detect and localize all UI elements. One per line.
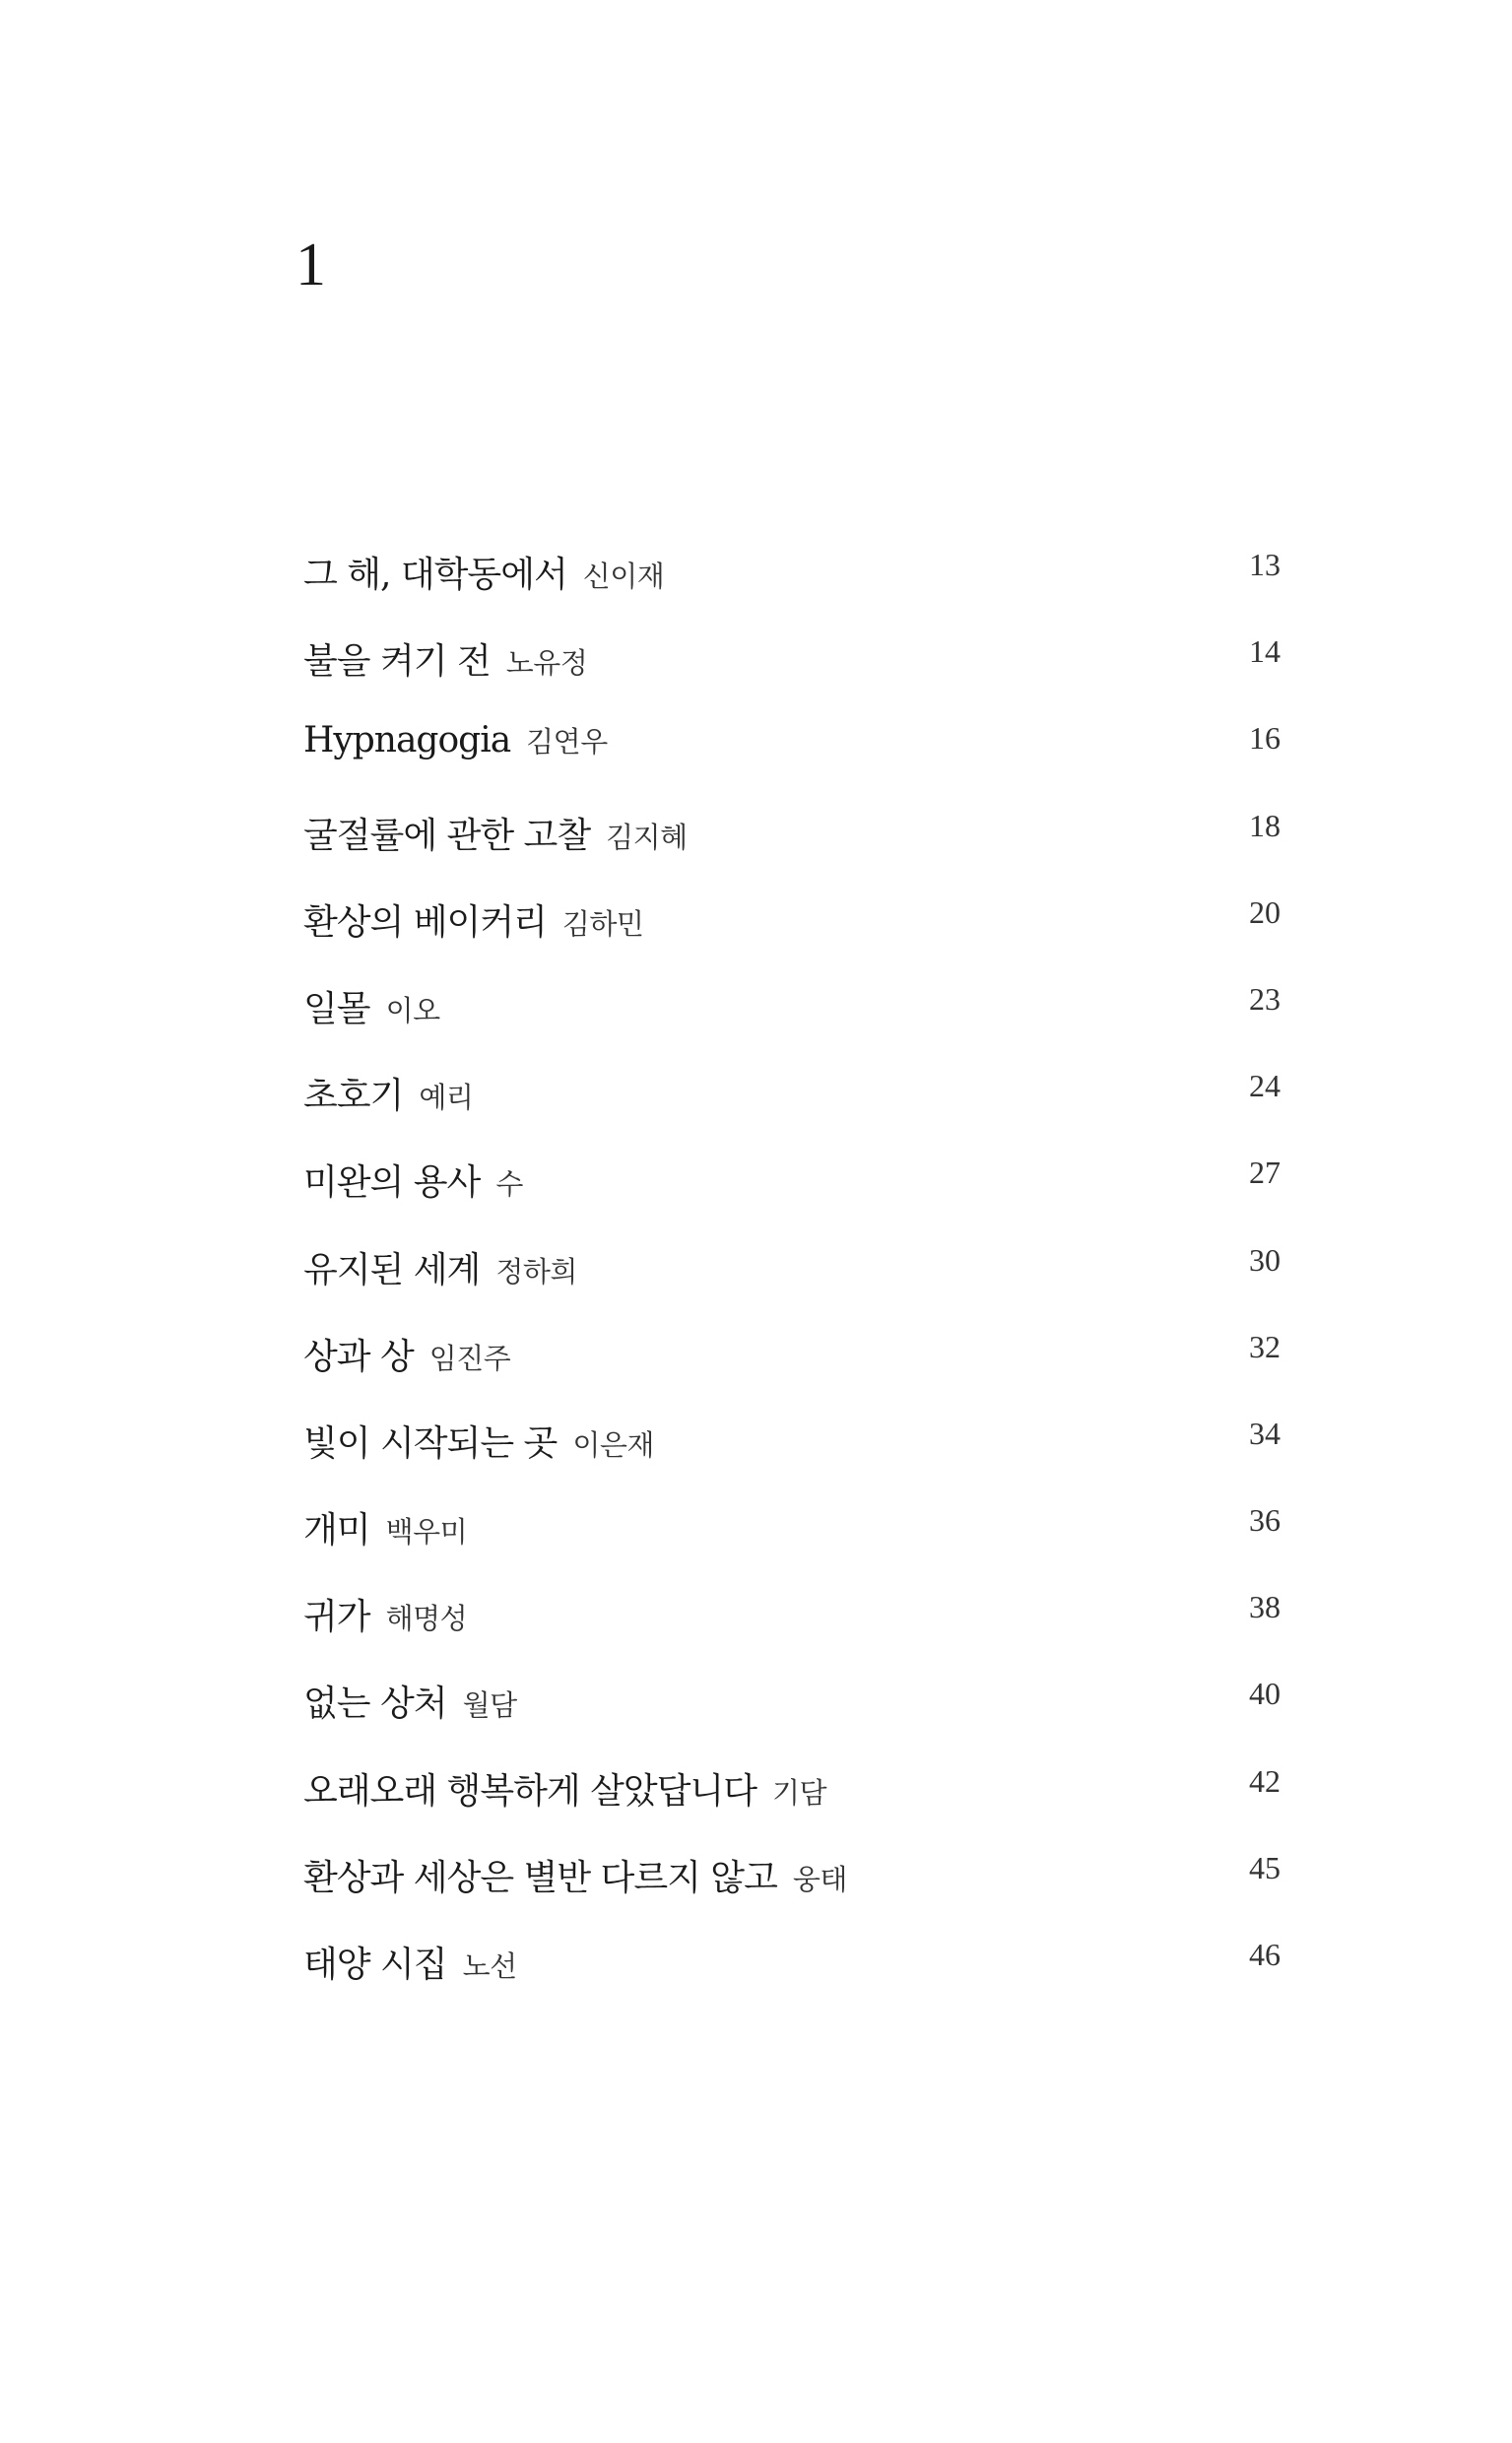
- entry-author: 신이재: [582, 560, 665, 593]
- entry-page-number: 14: [1249, 633, 1281, 670]
- entry-title: 일몰: [303, 988, 370, 1029]
- entry-title: 태양 시집: [303, 1945, 447, 1985]
- toc-entry[interactable]: [303, 1763, 1288, 1850]
- toc-entry[interactable]: [303, 633, 1288, 720]
- toc-entry[interactable]: [303, 1155, 1288, 1241]
- entry-title: 불을 켜기 전: [303, 641, 491, 683]
- entry-author: 예리: [419, 1081, 474, 1115]
- entry-page-number: 18: [1249, 807, 1281, 843]
- toc-entry[interactable]: [303, 894, 1288, 981]
- entry-page-number: 40: [1249, 1676, 1281, 1712]
- entry-title: 귀가: [303, 1597, 370, 1638]
- entry-author: 백우미: [385, 1515, 468, 1550]
- entry-author: 기담: [771, 1775, 827, 1810]
- entry-author: 수: [495, 1167, 523, 1202]
- entry-page-number: 36: [1249, 1502, 1281, 1539]
- entry-title: 개미: [303, 1510, 370, 1552]
- entry-author: 김하민: [561, 906, 644, 941]
- toc-entry[interactable]: [303, 547, 1288, 633]
- entry-author: 임진주: [428, 1341, 511, 1375]
- entry-page-number: 46: [1249, 1937, 1281, 1972]
- entry-title: 미완의 용사: [303, 1162, 481, 1204]
- toc-entry[interactable]: [303, 808, 1288, 894]
- entry-title: 없는 상처: [303, 1684, 447, 1725]
- entry-title: 초호기: [303, 1076, 404, 1117]
- entry-author: 이은재: [572, 1427, 654, 1462]
- entry-page-number: 16: [1249, 720, 1281, 757]
- entry-author: 김지혜: [606, 820, 688, 854]
- entry-title: 유지된 세계: [303, 1249, 481, 1290]
- entry-author: 이오: [385, 993, 440, 1027]
- entry-title: 굴절률에 관한 고찰: [303, 815, 591, 856]
- toc-entry[interactable]: [303, 1502, 1288, 1589]
- entry-page-number: 20: [1249, 893, 1281, 930]
- toc-entry[interactable]: [303, 1416, 1288, 1502]
- toc-entry[interactable]: [303, 720, 1288, 807]
- entry-author: 김연우: [526, 725, 608, 759]
- entry-author: 노선: [462, 1949, 517, 1983]
- toc-entry[interactable]: [303, 1589, 1288, 1676]
- toc-entry[interactable]: [303, 981, 1288, 1068]
- toc-entry[interactable]: [303, 1068, 1288, 1155]
- section-number: 1: [296, 231, 326, 298]
- entry-page-number: 24: [1249, 1068, 1281, 1104]
- entry-page-number: 27: [1249, 1155, 1281, 1191]
- toc-entry[interactable]: [303, 1242, 1288, 1329]
- entry-author: 웅태: [792, 1862, 847, 1896]
- entry-page-number: 23: [1249, 980, 1281, 1017]
- table-of-contents: [303, 547, 1288, 2023]
- entry-title: 그 해, 대학동에서: [303, 555, 567, 595]
- entry-title: Hypnagogia: [303, 720, 511, 761]
- entry-author: 해명성: [385, 1602, 468, 1636]
- entry-author: 정하희: [495, 1254, 577, 1288]
- toc-entry[interactable]: [303, 1676, 1288, 1762]
- entry-title: 빛이 시작되는 곳: [303, 1422, 558, 1464]
- entry-title: 상과 상: [303, 1336, 414, 1377]
- entry-author: 노유정: [505, 646, 588, 681]
- toc-entry[interactable]: [303, 1850, 1288, 1937]
- entry-page-number: 32: [1249, 1328, 1281, 1364]
- toc-entry[interactable]: [303, 1937, 1288, 2023]
- toc-entry[interactable]: [303, 1329, 1288, 1416]
- entry-title: 환상과 세상은 별반 다르지 않고: [303, 1857, 777, 1898]
- entry-title: 오래오래 행복하게 살았답니다: [303, 1770, 756, 1812]
- entry-page-number: 34: [1249, 1415, 1281, 1451]
- entry-page-number: 13: [1249, 547, 1281, 582]
- entry-page-number: 38: [1249, 1589, 1281, 1625]
- entry-page-number: 42: [1249, 1762, 1281, 1799]
- entry-page-number: 45: [1249, 1849, 1281, 1885]
- entry-page-number: 30: [1249, 1241, 1281, 1278]
- entry-author: 월담: [462, 1688, 517, 1723]
- entry-title: 환상의 베이커리: [303, 901, 547, 943]
